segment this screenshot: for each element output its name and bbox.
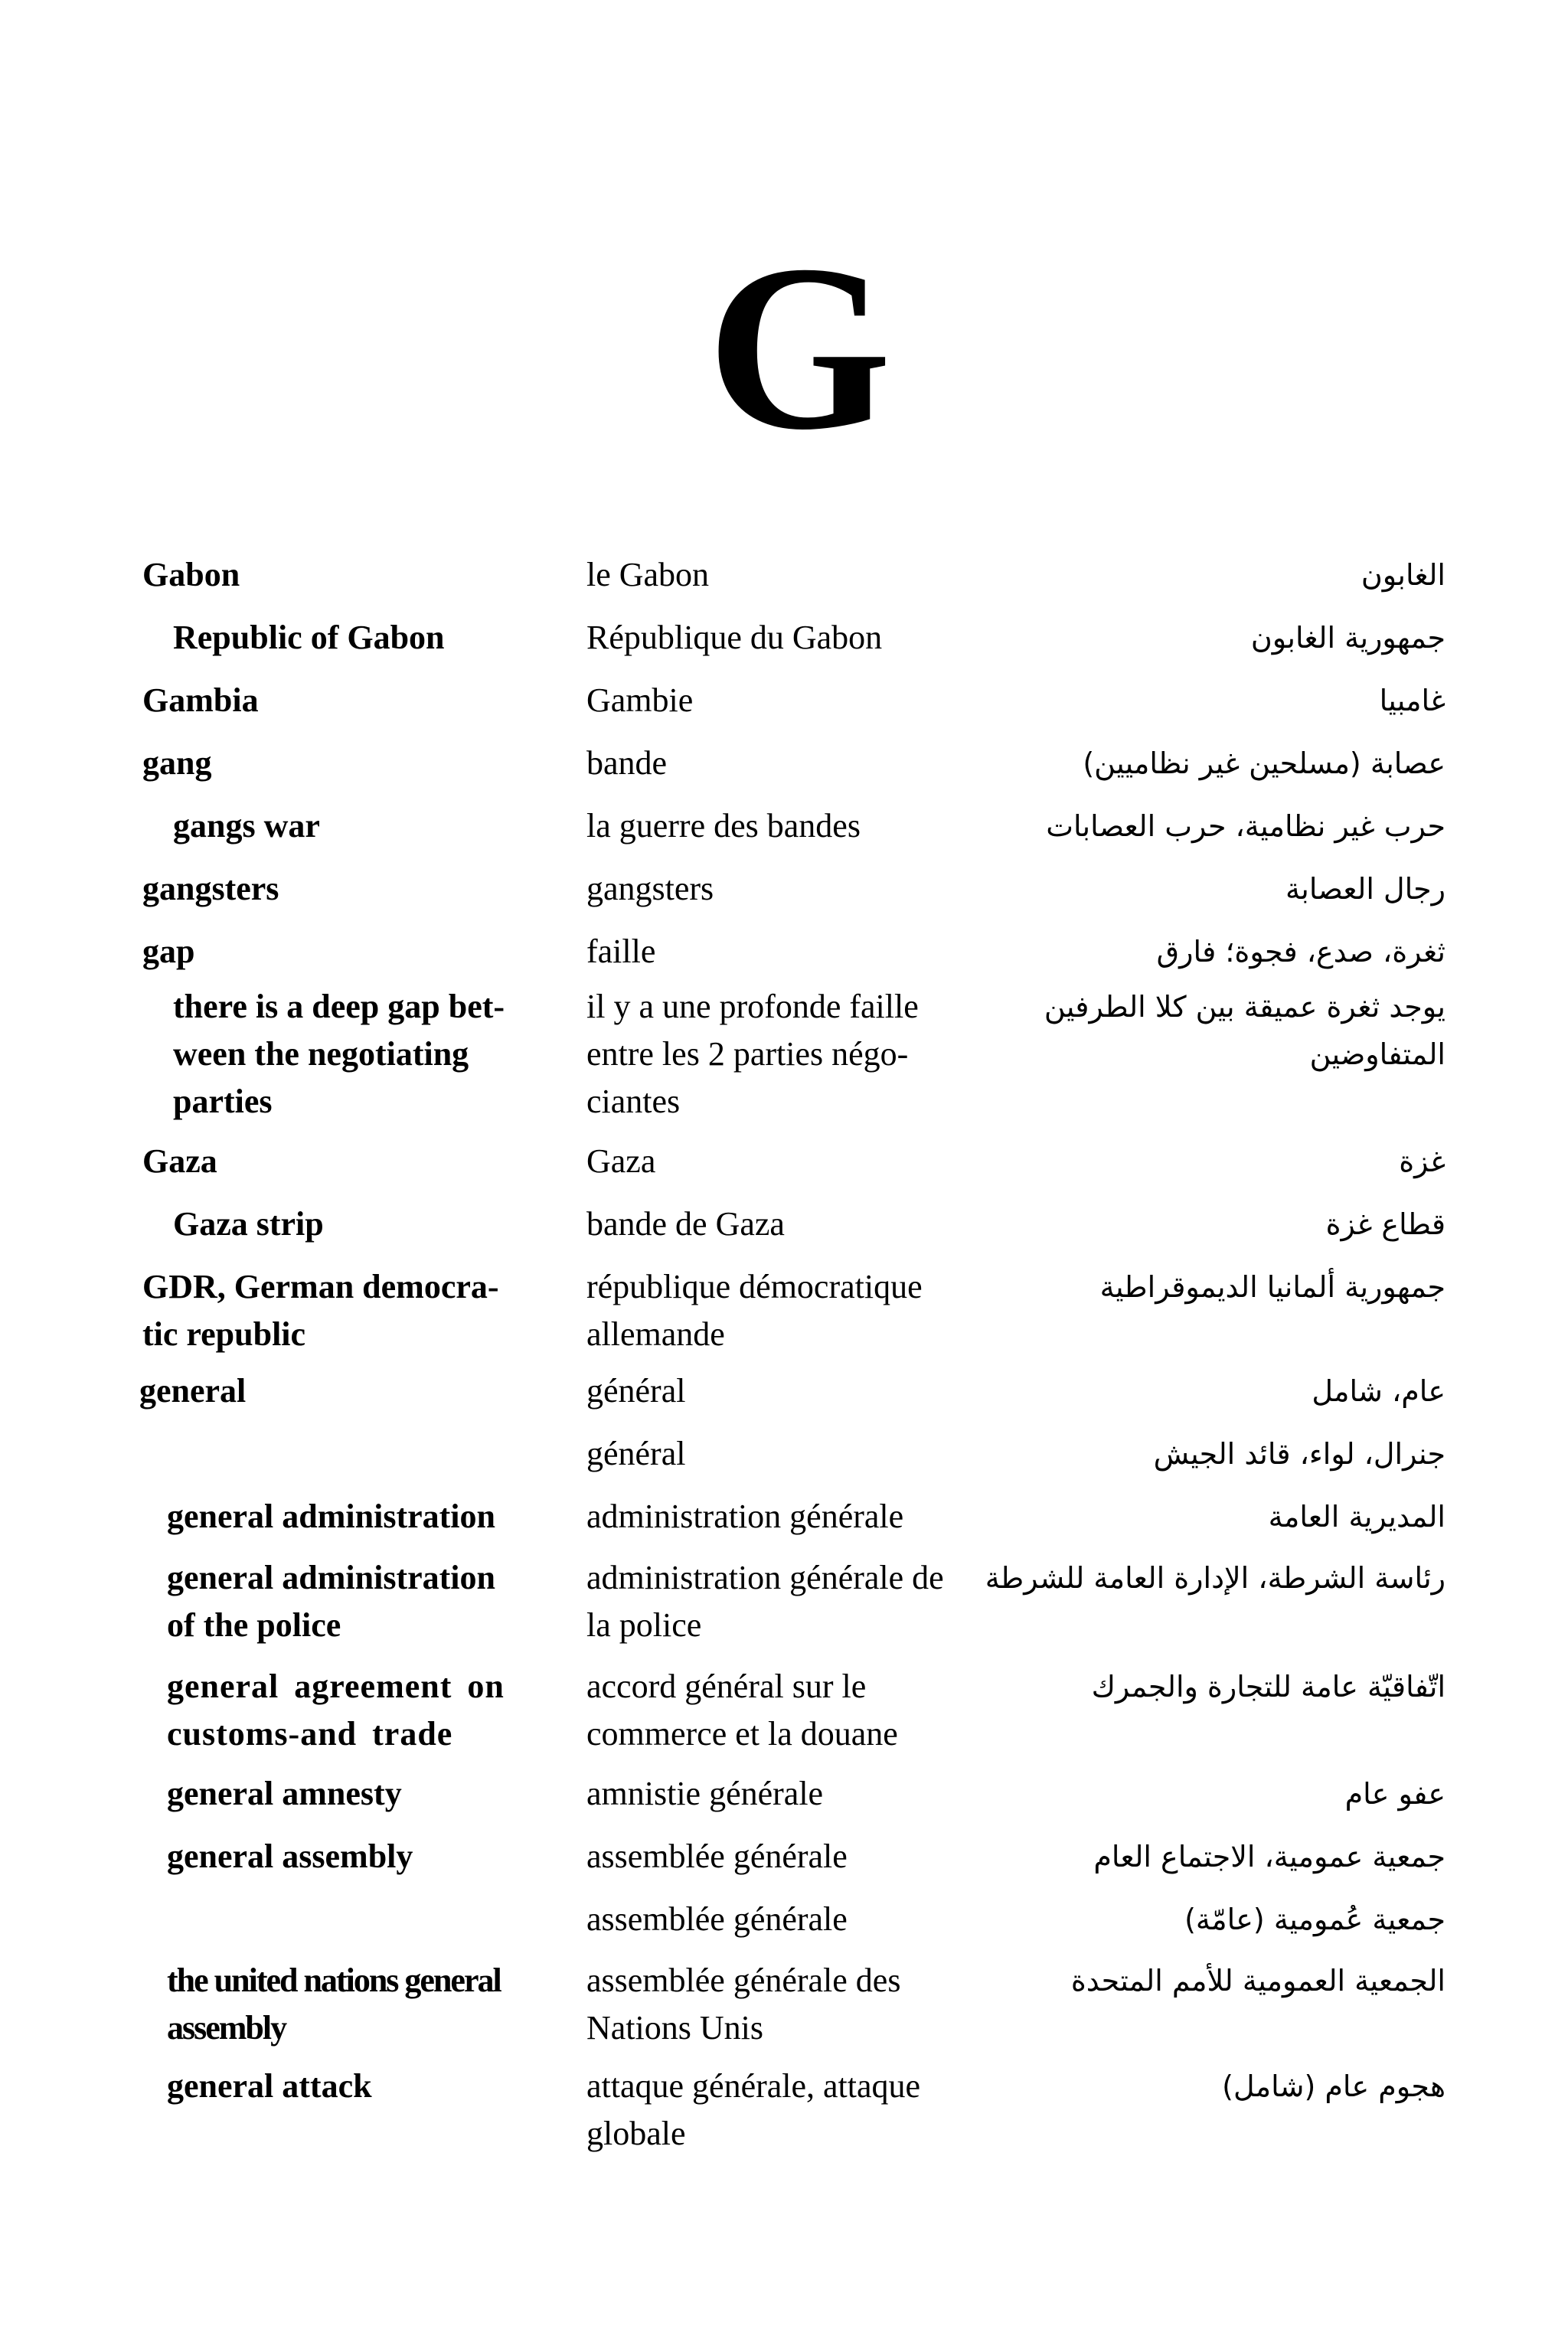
entry-arabic: اتّفاقيّة عامة للتجارة والجمرك <box>1091 1670 1446 1704</box>
entry-english: gap <box>142 933 195 970</box>
entry-english: gangsters <box>142 870 279 907</box>
entry-french: bande de Gaza <box>586 1205 785 1243</box>
entry-french: faille <box>586 933 656 970</box>
entry-english: gangs war <box>173 807 320 844</box>
entry-english: gang <box>142 744 212 782</box>
entry-french: il y a une profonde faille entre les 2 parties négo- ciantes <box>586 988 919 1120</box>
entry-arabic: هجوم عام (شامل) <box>1222 2069 1446 2103</box>
entry-french: attaque générale, attaque globale <box>586 2067 921 2152</box>
entry-arabic: جنرال، لواء، قائد الجيش <box>1153 1437 1446 1471</box>
entry-french: assemblée générale <box>586 1900 848 1938</box>
entry-arabic: حرب غير نظامية، حرب العصابات <box>1046 809 1446 843</box>
entry-french: république démocratique allemande <box>586 1268 923 1353</box>
entry-french: République du Gabon <box>586 619 883 656</box>
entry-french: assemblée générale <box>586 1838 848 1875</box>
entry-arabic: غزة <box>1399 1145 1446 1178</box>
entry-english: general administration of the police <box>167 1559 495 1644</box>
entry-french: Gambie <box>586 681 694 719</box>
entry-french: le Gabon <box>586 556 710 593</box>
entry-arabic: ثغرة، صدع، فجوة؛ فارق <box>1156 935 1446 969</box>
entry-french: la guerre des bandes <box>586 807 861 844</box>
entry-french: administration générale de la police <box>586 1559 944 1644</box>
entry-arabic: عام، شامل <box>1312 1374 1446 1408</box>
entry-arabic: المديرية العامة <box>1268 1500 1446 1534</box>
entry-english: Republic of Gabon <box>173 619 445 656</box>
entry-english: general attack <box>167 2067 372 2105</box>
entry-arabic: قطاع غزة <box>1325 1207 1446 1241</box>
entry-english: general administration <box>167 1498 495 1535</box>
entry-french: accord général sur le commerce et la douane <box>586 1668 898 1753</box>
entry-arabic: رئاسة الشرطة، الإدارة العامة للشرطة <box>985 1561 1446 1595</box>
entry-french: Gaza <box>586 1142 656 1180</box>
entry-arabic: جمهورية ألمانيا الديموقراطية <box>1099 1270 1446 1304</box>
entry-french: bande <box>586 744 668 782</box>
entry-arabic: الجمعية العمومية للأمم المتحدة <box>1070 1964 1446 1998</box>
entry-arabic: عصابة (مسلحين غير نظاميين) <box>1083 746 1446 780</box>
entry-english: Gambia <box>142 681 259 719</box>
entry-french: général <box>586 1372 686 1410</box>
entry-english: GDR, German democra- tic republic <box>142 1268 499 1353</box>
entry-arabic: يوجد ثغرة عميقة بين كلا الطرفين المتفاوضين <box>1044 990 1446 1071</box>
entry-english: Gabon <box>142 556 240 593</box>
entry-english: general <box>139 1372 247 1410</box>
entry-arabic: الغابون <box>1361 558 1446 592</box>
entry-arabic: عفو عام <box>1344 1777 1446 1811</box>
entry-english: there is a deep gap bet- ween the negotiating parties <box>173 988 505 1120</box>
entry-english: general amnesty <box>167 1775 402 1812</box>
entry-english: the united nations general assembly <box>167 1962 501 2047</box>
entry-arabic: رجال العصابة <box>1285 872 1446 906</box>
entry-english: Gaza strip <box>173 1205 324 1243</box>
entry-english: Gaza <box>142 1142 217 1180</box>
entry-arabic: جمعية عمومية، الاجتماع العام <box>1093 1840 1446 1873</box>
section-letter: G <box>707 217 892 479</box>
entry-arabic: جمعية عُمومية (عامّة) <box>1184 1903 1446 1936</box>
entry-english: general agreement on customs-and trade <box>167 1668 505 1753</box>
entry-french: administration générale <box>586 1498 904 1535</box>
entry-arabic: غامبيا <box>1379 684 1446 717</box>
entry-arabic: جمهورية الغابون <box>1250 621 1446 655</box>
entry-french: général <box>586 1435 686 1472</box>
entry-french: assemblée générale des Nations Unis <box>586 1962 901 2047</box>
entry-french: gangsters <box>586 870 714 907</box>
entry-french: amnistie générale <box>586 1775 824 1812</box>
entry-english: general assembly <box>167 1838 413 1875</box>
